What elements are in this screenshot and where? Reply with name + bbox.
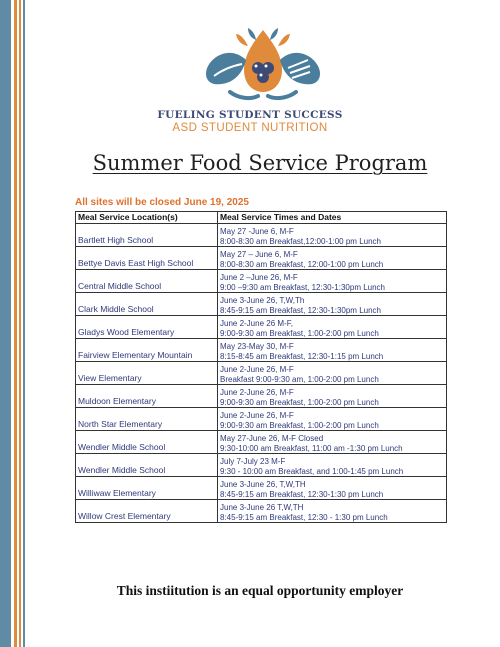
times-text: Breakfast 9:00-9:30 am, 1:00-2:00 pm Lunch [220,374,379,384]
dates-text: June 2-June 26, M-F [220,411,294,420]
times-text: 9:00 –9:30 am Breakfast, 12:30-1:30pm Lunch [220,282,385,292]
dates-text: May 23-May 30, M-F [220,342,294,351]
border-stripe-blue [0,0,11,647]
times-cell [218,408,447,431]
border-stripe-orange [14,0,17,647]
location-cell: Gladys Wood Elementary [76,316,218,339]
location-cell: Willow Crest Elementary [76,500,218,523]
times-text: 9:30-10:00 am Breakfast, 11:00 am -1:30 pm Lunch [220,443,403,453]
leaf-icon [270,28,278,40]
table-row [76,316,447,339]
times-cell [218,339,447,362]
closure-notice: All sites will be closed June 19, 2025 [75,197,249,208]
times-cell [218,431,447,454]
times-cell [218,293,447,316]
times-cell [218,270,447,293]
location-cell: Williwaw Elementary [76,477,218,500]
location-cell: Muldoon Elementary [76,385,218,408]
table-row [76,339,447,362]
logo-tagline: FUELING STUDENT SUCCESS [157,109,343,121]
leaf-icon [248,28,256,40]
dates-text: July 7-July 23 M-F [220,457,286,466]
dates-text: May 27-June 26, M-F Closed [220,434,324,443]
location-cell: Wendler Middle School [76,454,218,477]
equal-opportunity-statement: This instiitution is an equal opportunity employer [116,583,404,598]
table-row [76,224,447,247]
leaf-icon [236,34,248,46]
table-row [76,500,447,523]
times-cell [218,316,447,339]
times-text: 9:00-9:30 am Breakfast, 1:00-2:00 pm Lunch [220,328,379,338]
times-text: 8:45-9:15 am Breakfast, 12:30 - 1:30 pm Lunch [220,512,388,522]
dates-text: May 27 – June 6, M-F [220,250,298,259]
dates-text: June 3-June 26, T,W,TH [220,480,306,489]
times-text: 9:00-9:30 am Breakfast, 1:00-2:00 pm Lunch [220,420,379,430]
times-text: 9:30 - 10:00 am Breakfast, and 1:00-1:45 pm Lunch [220,466,404,476]
column-header-location: Meal Service Location(s) [76,212,218,224]
table-row [76,477,447,500]
times-text: 8:45-9:15 am Breakfast, 12:30-1:30pm Lunch [220,305,381,315]
table-header-row [76,212,447,224]
times-cell [218,224,447,247]
times-text: 8:15-8:45 am Breakfast, 12:30-1:15 pm Lunch [220,351,384,361]
location-cell: Wendler Middle School [76,431,218,454]
dates-text: June 2 –June 26, M-F [220,273,298,282]
location-cell: Bettye Davis East High School [76,247,218,270]
dates-text: June 3-June 26, T,W,Th [220,296,305,305]
times-text: 8:00-8:30 am Breakfast, 12:00-1:00 pm Lunch [220,259,384,269]
leaf-icon [278,34,290,46]
table-row [76,385,447,408]
location-cell: Central Middle School [76,270,218,293]
times-cell [218,477,447,500]
location-cell: Bartlett High School [76,224,218,247]
times-text: 9:00-9:30 am Breakfast, 1:00-2:00 pm Lunch [220,397,379,407]
dates-text: June 3-June 26 T,W,TH [220,503,304,512]
meal-schedule-table [75,211,447,523]
border-stripe-orange-thin [19,0,21,647]
table-row [76,454,447,477]
logo-org-name: ASD STUDENT NUTRITION [172,122,328,134]
dates-text: May 27 -June 6, M-F [220,227,294,236]
table-row [76,270,447,293]
times-text: 8:45-9:15 am Breakfast, 12:30-1:30 pm Lunch [220,489,384,499]
times-cell [218,500,447,523]
dates-text: June 2-June 26, M-F [220,365,294,374]
nutrition-logo-icon [200,26,326,104]
times-cell [218,385,447,408]
location-cell: View Elementary [76,362,218,385]
border-stripe-blue-thin [23,0,25,647]
dates-text: June 2-June 26 M-F, [220,319,293,328]
table-row [76,362,447,385]
page-title: Summer Food Service Program [92,151,428,175]
table-row [76,293,447,316]
times-cell [218,362,447,385]
times-cell [218,247,447,270]
location-cell: Fairview Elementary Mountain [76,339,218,362]
table-row [76,431,447,454]
dates-text: June 2-June 26, M-F [220,388,294,397]
location-cell: Clark Middle School [76,293,218,316]
times-text: 8:00-8:30 am Breakfast,12:00-1:00 pm Lunch [220,236,381,246]
table-row [76,247,447,270]
table-row [76,408,447,431]
column-header-times: Meal Service Times and Dates [218,212,447,224]
location-cell: North Star Elementary [76,408,218,431]
times-cell [218,454,447,477]
berry-icon [257,71,269,83]
